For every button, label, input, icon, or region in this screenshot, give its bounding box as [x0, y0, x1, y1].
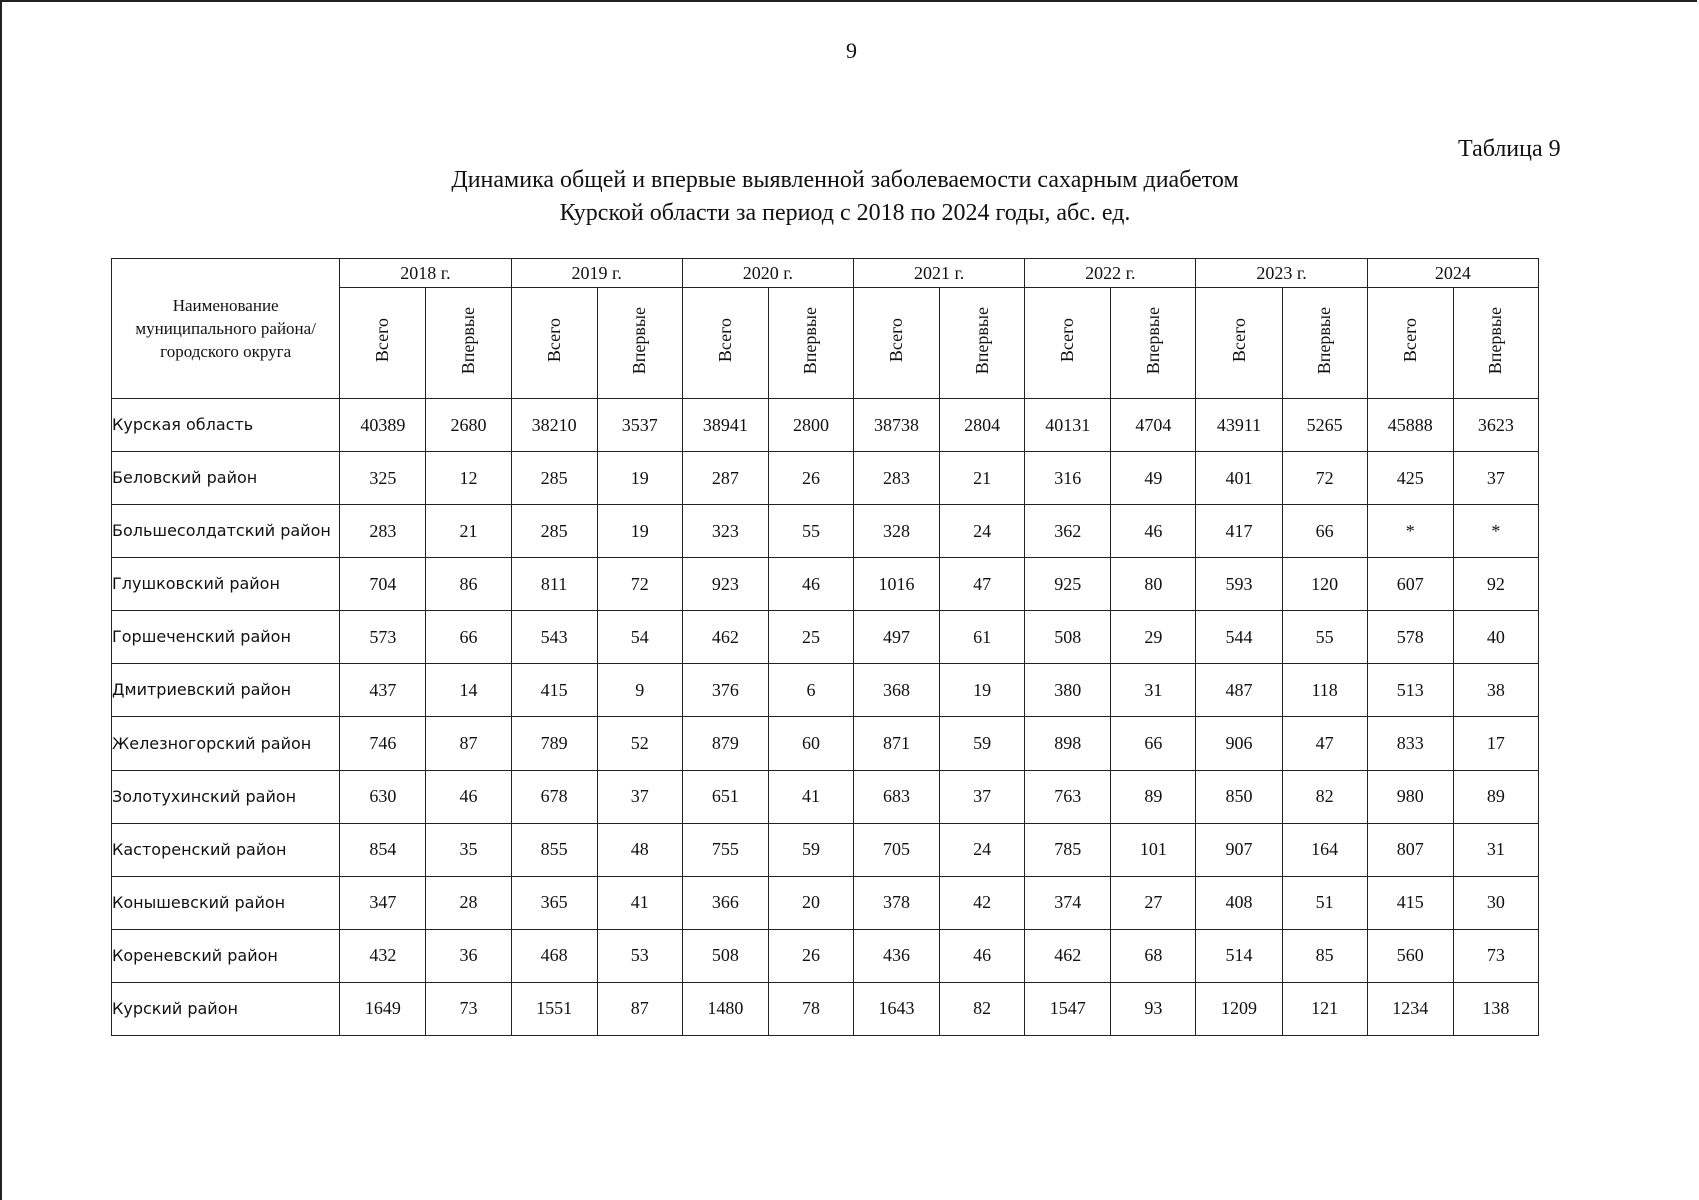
new-cases-cell: 17 [1453, 717, 1538, 770]
total-cases-cell: 40131 [1025, 399, 1111, 452]
total-cases-cell: 432 [340, 929, 426, 982]
total-cases-cell: 287 [682, 452, 768, 505]
total-cases-cell: 1209 [1196, 982, 1282, 1035]
total-cases-cell: 417 [1196, 505, 1282, 558]
table-row [112, 770, 1539, 823]
year-header: 2022 г. [1025, 259, 1196, 288]
table-label: Таблица 9 [1458, 136, 1561, 162]
new-cases-cell: 48 [597, 823, 682, 876]
total-cases-cell: 980 [1367, 770, 1453, 823]
total-cases-cell: 362 [1025, 505, 1111, 558]
new-cases-cell: 92 [1453, 558, 1538, 611]
year-header: 2019 г. [511, 259, 682, 288]
new-cases-cell: 35 [426, 823, 511, 876]
new-cases-cell: 2680 [426, 399, 511, 452]
new-cases-cell: 72 [597, 558, 682, 611]
year-header: 2021 г. [854, 259, 1025, 288]
name-column-header: Наименование муниципального района/ городского округа [112, 259, 340, 399]
new-cases-cell: 101 [1111, 823, 1196, 876]
total-cases-cell: 468 [511, 929, 597, 982]
district-name-cell: Курская область [112, 399, 340, 452]
total-cases-cell: 1551 [511, 982, 597, 1035]
total-cases-cell: 38210 [511, 399, 597, 452]
total-cases-cell: 365 [511, 876, 597, 929]
total-cases-cell: 487 [1196, 664, 1282, 717]
total-cases-cell: 415 [1367, 876, 1453, 929]
new-cases-cell: 138 [1453, 982, 1538, 1035]
new-cases-cell: 37 [1453, 452, 1538, 505]
new-cases-cell: 3537 [597, 399, 682, 452]
new-cases-cell: 89 [1111, 770, 1196, 823]
total-cases-cell: 755 [682, 823, 768, 876]
total-cases-cell: 285 [511, 452, 597, 505]
new-cases-cell: 31 [1453, 823, 1538, 876]
new-cases-cell: 73 [426, 982, 511, 1035]
sub-header-total: Всего [1196, 288, 1282, 399]
sub-header-total: Всего [340, 288, 426, 399]
district-name-cell: Золотухинский район [112, 770, 340, 823]
new-cases-cell: 29 [1111, 611, 1196, 664]
new-cases-cell: 121 [1282, 982, 1367, 1035]
new-cases-cell: 47 [940, 558, 1025, 611]
district-name-cell: Большесолдатский район [112, 505, 340, 558]
total-cases-cell: 376 [682, 664, 768, 717]
sub-header-new: Впервые [426, 288, 511, 399]
total-cases-cell: 573 [340, 611, 426, 664]
total-cases-cell: 704 [340, 558, 426, 611]
total-cases-cell: 879 [682, 717, 768, 770]
total-cases-cell: 1016 [854, 558, 940, 611]
total-cases-cell: 368 [854, 664, 940, 717]
total-cases-cell: 325 [340, 452, 426, 505]
new-cases-cell: 72 [1282, 452, 1367, 505]
total-cases-cell: 378 [854, 876, 940, 929]
new-cases-cell: 80 [1111, 558, 1196, 611]
year-header: 2018 г. [340, 259, 511, 288]
new-cases-cell: 24 [940, 505, 1025, 558]
total-cases-cell: 746 [340, 717, 426, 770]
total-cases-cell: 560 [1367, 929, 1453, 982]
total-cases-cell: 833 [1367, 717, 1453, 770]
new-cases-cell: 41 [768, 770, 853, 823]
sub-header-total: Всего [511, 288, 597, 399]
total-cases-cell: 898 [1025, 717, 1111, 770]
total-cases-cell: 1649 [340, 982, 426, 1035]
total-cases-cell: 871 [854, 717, 940, 770]
total-cases-cell: 578 [1367, 611, 1453, 664]
new-cases-cell: 66 [1282, 505, 1367, 558]
new-cases-cell: 24 [940, 823, 1025, 876]
total-cases-cell: 906 [1196, 717, 1282, 770]
new-cases-cell: 46 [768, 558, 853, 611]
new-cases-cell: 52 [597, 717, 682, 770]
sub-header-total: Всего [1367, 288, 1453, 399]
total-cases-cell: 630 [340, 770, 426, 823]
new-cases-cell: 89 [1453, 770, 1538, 823]
new-cases-cell: 21 [940, 452, 1025, 505]
new-cases-cell: 42 [940, 876, 1025, 929]
table-body [112, 399, 1539, 1036]
new-cases-cell: 82 [940, 982, 1025, 1035]
new-cases-cell: 55 [1282, 611, 1367, 664]
sub-header-new: Впервые [1111, 288, 1196, 399]
new-cases-cell: 118 [1282, 664, 1367, 717]
new-cases-cell: 4704 [1111, 399, 1196, 452]
total-cases-cell: 43911 [1196, 399, 1282, 452]
district-name-cell: Конышевский район [112, 876, 340, 929]
total-cases-cell: 401 [1196, 452, 1282, 505]
total-cases-cell: 544 [1196, 611, 1282, 664]
total-cases-cell: 763 [1025, 770, 1111, 823]
new-cases-cell: 2800 [768, 399, 853, 452]
new-cases-cell: 49 [1111, 452, 1196, 505]
new-cases-cell: 25 [768, 611, 853, 664]
total-cases-cell: 807 [1367, 823, 1453, 876]
new-cases-cell: 26 [768, 452, 853, 505]
new-cases-cell: 20 [768, 876, 853, 929]
new-cases-cell: * [1453, 505, 1538, 558]
new-cases-cell: 85 [1282, 929, 1367, 982]
table-row [112, 717, 1539, 770]
new-cases-cell: 55 [768, 505, 853, 558]
header-years-row [112, 259, 1539, 288]
total-cases-cell: 425 [1367, 452, 1453, 505]
district-name-cell: Дмитриевский район [112, 664, 340, 717]
new-cases-cell: 46 [940, 929, 1025, 982]
total-cases-cell: 38941 [682, 399, 768, 452]
total-cases-cell: 1234 [1367, 982, 1453, 1035]
new-cases-cell: 31 [1111, 664, 1196, 717]
new-cases-cell: 82 [1282, 770, 1367, 823]
new-cases-cell: 60 [768, 717, 853, 770]
new-cases-cell: 59 [768, 823, 853, 876]
new-cases-cell: 59 [940, 717, 1025, 770]
total-cases-cell: 380 [1025, 664, 1111, 717]
new-cases-cell: 66 [426, 611, 511, 664]
new-cases-cell: 61 [940, 611, 1025, 664]
total-cases-cell: 437 [340, 664, 426, 717]
total-cases-cell: 1547 [1025, 982, 1111, 1035]
total-cases-cell: 923 [682, 558, 768, 611]
total-cases-cell: 785 [1025, 823, 1111, 876]
new-cases-cell: 51 [1282, 876, 1367, 929]
title-line-2: Курской области за период с 2018 по 2024 годы, абс. ед. [559, 200, 1131, 226]
total-cases-cell: 907 [1196, 823, 1282, 876]
new-cases-cell: 36 [426, 929, 511, 982]
total-cases-cell: * [1367, 505, 1453, 558]
total-cases-cell: 285 [511, 505, 597, 558]
total-cases-cell: 283 [854, 452, 940, 505]
new-cases-cell: 19 [940, 664, 1025, 717]
new-cases-cell: 28 [426, 876, 511, 929]
total-cases-cell: 811 [511, 558, 597, 611]
total-cases-cell: 678 [511, 770, 597, 823]
new-cases-cell: 86 [426, 558, 511, 611]
sub-header-new: Впервые [1282, 288, 1367, 399]
new-cases-cell: 40 [1453, 611, 1538, 664]
new-cases-cell: 26 [768, 929, 853, 982]
new-cases-cell: 47 [1282, 717, 1367, 770]
total-cases-cell: 854 [340, 823, 426, 876]
district-name-cell: Курский район [112, 982, 340, 1035]
year-header: 2020 г. [682, 259, 853, 288]
table-row [112, 929, 1539, 982]
district-name-cell: Железногорский район [112, 717, 340, 770]
total-cases-cell: 1643 [854, 982, 940, 1035]
new-cases-cell: 87 [426, 717, 511, 770]
total-cases-cell: 374 [1025, 876, 1111, 929]
total-cases-cell: 366 [682, 876, 768, 929]
district-name-cell: Горшеченский район [112, 611, 340, 664]
new-cases-cell: 46 [426, 770, 511, 823]
new-cases-cell: 37 [597, 770, 682, 823]
table-row [112, 452, 1539, 505]
table-row [112, 823, 1539, 876]
year-header: 2023 г. [1196, 259, 1367, 288]
new-cases-cell: 66 [1111, 717, 1196, 770]
table-title [300, 164, 1390, 230]
new-cases-cell: 54 [597, 611, 682, 664]
new-cases-cell: 6 [768, 664, 853, 717]
table-row [112, 876, 1539, 929]
total-cases-cell: 38738 [854, 399, 940, 452]
total-cases-cell: 462 [682, 611, 768, 664]
sub-header-new: Впервые [768, 288, 853, 399]
table-row [112, 982, 1539, 1035]
total-cases-cell: 40389 [340, 399, 426, 452]
new-cases-cell: 9 [597, 664, 682, 717]
new-cases-cell: 19 [597, 505, 682, 558]
new-cases-cell: 93 [1111, 982, 1196, 1035]
sub-header-total: Всего [854, 288, 940, 399]
sub-header-total: Всего [682, 288, 768, 399]
new-cases-cell: 68 [1111, 929, 1196, 982]
total-cases-cell: 514 [1196, 929, 1282, 982]
new-cases-cell: 120 [1282, 558, 1367, 611]
sub-header-new: Впервые [940, 288, 1025, 399]
table-row [112, 399, 1539, 452]
new-cases-cell: 3623 [1453, 399, 1538, 452]
new-cases-cell: 87 [597, 982, 682, 1035]
total-cases-cell: 328 [854, 505, 940, 558]
new-cases-cell: 41 [597, 876, 682, 929]
total-cases-cell: 415 [511, 664, 597, 717]
total-cases-cell: 508 [682, 929, 768, 982]
table-row [112, 611, 1539, 664]
district-name-cell: Касторенский район [112, 823, 340, 876]
new-cases-cell: 21 [426, 505, 511, 558]
new-cases-cell: 37 [940, 770, 1025, 823]
new-cases-cell: 38 [1453, 664, 1538, 717]
district-name-cell: Кореневский район [112, 929, 340, 982]
total-cases-cell: 789 [511, 717, 597, 770]
table-row [112, 558, 1539, 611]
new-cases-cell: 12 [426, 452, 511, 505]
total-cases-cell: 283 [340, 505, 426, 558]
new-cases-cell: 46 [1111, 505, 1196, 558]
total-cases-cell: 683 [854, 770, 940, 823]
new-cases-cell: 78 [768, 982, 853, 1035]
title-line-1: Динамика общей и впервые выявленной заболеваемости сахарным диабетом [451, 167, 1239, 193]
total-cases-cell: 855 [511, 823, 597, 876]
total-cases-cell: 408 [1196, 876, 1282, 929]
total-cases-cell: 45888 [1367, 399, 1453, 452]
total-cases-cell: 316 [1025, 452, 1111, 505]
total-cases-cell: 1480 [682, 982, 768, 1035]
new-cases-cell: 164 [1282, 823, 1367, 876]
total-cases-cell: 436 [854, 929, 940, 982]
total-cases-cell: 850 [1196, 770, 1282, 823]
sub-header-new: Впервые [1453, 288, 1538, 399]
total-cases-cell: 925 [1025, 558, 1111, 611]
new-cases-cell: 19 [597, 452, 682, 505]
table-row [112, 505, 1539, 558]
total-cases-cell: 323 [682, 505, 768, 558]
new-cases-cell: 30 [1453, 876, 1538, 929]
new-cases-cell: 53 [597, 929, 682, 982]
total-cases-cell: 705 [854, 823, 940, 876]
page-number: 9 [846, 38, 857, 63]
new-cases-cell: 27 [1111, 876, 1196, 929]
total-cases-cell: 651 [682, 770, 768, 823]
district-name-cell: Глушковский район [112, 558, 340, 611]
sub-header-total: Всего [1025, 288, 1111, 399]
total-cases-cell: 497 [854, 611, 940, 664]
total-cases-cell: 347 [340, 876, 426, 929]
year-header: 2024 [1367, 259, 1538, 288]
total-cases-cell: 513 [1367, 664, 1453, 717]
morbidity-table [111, 258, 1539, 1036]
total-cases-cell: 462 [1025, 929, 1111, 982]
sub-header-new: Впервые [597, 288, 682, 399]
total-cases-cell: 508 [1025, 611, 1111, 664]
total-cases-cell: 607 [1367, 558, 1453, 611]
new-cases-cell: 2804 [940, 399, 1025, 452]
new-cases-cell: 5265 [1282, 399, 1367, 452]
new-cases-cell: 14 [426, 664, 511, 717]
table-row [112, 664, 1539, 717]
new-cases-cell: 73 [1453, 929, 1538, 982]
district-name-cell: Беловский район [112, 452, 340, 505]
total-cases-cell: 543 [511, 611, 597, 664]
total-cases-cell: 593 [1196, 558, 1282, 611]
